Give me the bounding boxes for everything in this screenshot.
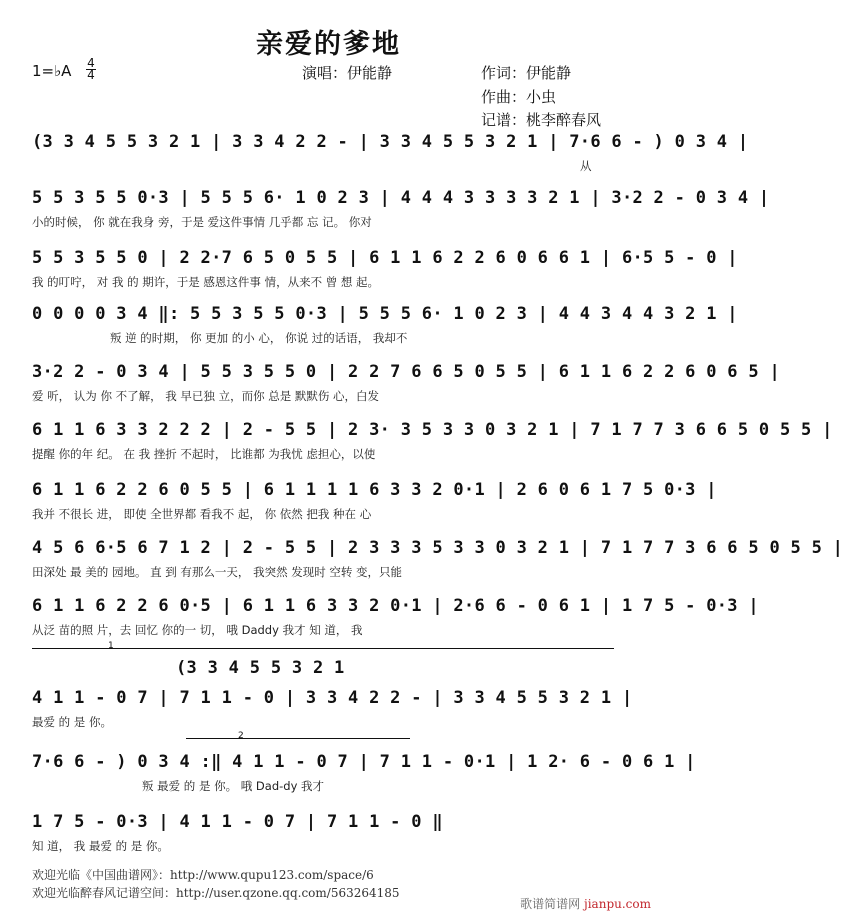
lyrics-row: 爱 听， 认为 你 不了解， 我 早已独 立，而你 总是 默默伤 心，白发 (32, 389, 380, 403)
notation-row: 0 0 0 0 3 4 ‖: 5 5 3 5 5 0·3 | 5 5 5 6· 1 0 2 3 | 4 4 3 4 4 3 2 1 | (32, 304, 738, 324)
lyrics-row: 提醒 你的年 纪。 在 我 挫折 不起时， 比谁都 为我忧 虑担心，以使 (32, 447, 376, 461)
song-title: 亲爱的爹地 (256, 29, 401, 60)
notation-row: 5 5 3 5 5 0 | 2 2·7 6 5 0 5 5 | 6 1 1 6 2 2 6 0 6 6 1 | 6·5 5 - 0 | (32, 248, 738, 268)
lyrics-row: 叛 逆 的时期， 你 更加 的小 心， 你说 过的话语， 我却不 (110, 331, 408, 345)
lyrics-row: 叛 最爱 的 是 你。 哦 Dad-dy 我才 (142, 779, 325, 793)
time-sig-numerator: 4 (87, 56, 95, 70)
lyrics-row: 田深处 最 美的 园地。 直 到 有那么一天， 我突然 发现时 空转 变，只能 (32, 565, 403, 579)
volta-1-number: 1 (108, 641, 114, 651)
lyrics-row: 我 的叮咛， 对 我 的 期许，于是 感恩这件事 情，从来不 曾 想 起。 (32, 275, 380, 289)
notation-row: 6 1 1 6 2 2 6 0 5 5 | 6 1 1 1 1 6 3 3 2 0·1 | 2 6 0 6 1 7 5 0·3 | (32, 480, 717, 500)
transcriber-credit: 记谱：桃李醉春风 (481, 111, 602, 129)
lyrics-row: 小的时候， 你 就在我身 旁，于是 爱这件事情 几乎都 忘 记。 你对 (32, 215, 372, 229)
footer-link-qzone[interactable]: 欢迎光临醉春风记谱空间：http://user.qzone.qq.com/563264185 (32, 886, 400, 900)
notation-row: 4 1 1 - 0 7 | 7 1 1 - 0 | 3 3 4 2 2 - | 3 3 4 5 5 3 2 1 | (32, 688, 633, 708)
notation-row: (3 3 4 5 5 3 2 1 | 3 3 4 2 2 - | 3 3 4 5 5 3 2 1 | 7·6 6 - ) 0 3 4 | (32, 132, 749, 152)
notation-row: 7·6 6 - ) 0 3 4 :‖ 4 1 1 - 0 7 | 7 1 1 - 0·1 | 1 2· 6 - 0 6 1 | (32, 752, 696, 772)
watermark-domain: jianpu.com (584, 897, 651, 911)
notation-row: 3·2 2 - 0 3 4 | 5 5 3 5 5 0 | 2 2 7 6 6 5 0 5 5 | 6 1 1 6 2 2 6 0 6 5 | (32, 362, 780, 382)
volta-2-number: 2 (238, 731, 244, 741)
notation-row: 1 7 5 - 0·3 | 4 1 1 - 0 7 | 7 1 1 - 0 ‖ (32, 812, 443, 832)
time-signature (86, 58, 96, 81)
lyrics-row: 从泛 苗的照 片，去 回忆 你的一 切， 哦 Daddy 我才 知 道， 我 (32, 623, 363, 637)
footer-link-qupu[interactable]: 欢迎光临《中国曲谱网》：http://www.qupu123.com/space/6 (32, 868, 374, 882)
performer-credit: 演唱：伊能静 (302, 64, 393, 82)
lyrics-row: 最爱 的 是 你。 (32, 715, 112, 729)
notation-row: 6 1 1 6 2 2 6 0·5 | 6 1 1 6 3 3 2 0·1 | 2·6 6 - 0 6 1 | 1 7 5 - 0·3 | (32, 596, 759, 616)
volta-1-bracket (32, 648, 614, 649)
composer-credit: 作曲：小虫 (481, 88, 557, 106)
notation-row: 6 1 1 6 3 3 2 2 2 | 2 - 5 5 | 2 3· 3 5 3 3 0 3 2 1 | 7 1 7 7 3 6 6 5 0 5 5 | (32, 420, 833, 440)
lyrics-row: 从 (580, 159, 592, 173)
key-signature: 1=♭A (32, 62, 72, 80)
time-sig-denominator: 4 (87, 68, 95, 82)
lyrics-row: 知 道， 我 最爱 的 是 你。 (32, 839, 169, 853)
notation-row: 4 5 6 6·5 6 7 1 2 | 2 - 5 5 | 2 3 3 3 5 3 3 0 3 2 1 | 7 1 7 7 3 6 6 5 0 5 5 | (32, 538, 843, 558)
watermark-text: 歌谱简谱网 (520, 897, 581, 911)
lyricist-credit: 作词：伊能静 (481, 64, 572, 82)
lyrics-row: 我并 不很长 进， 即使 全世界都 看我不 起， 你 依然 把我 种在 心 (32, 507, 372, 521)
volta-2-bracket (186, 738, 410, 739)
notation-row: 5 5 3 5 5 0·3 | 5 5 5 6· 1 0 2 3 | 4 4 4 3 3 3 3 2 1 | 3·2 2 - 0 3 4 | (32, 188, 770, 208)
notation-row: (3 3 4 5 5 3 2 1 (176, 658, 345, 678)
site-watermark (520, 895, 651, 912)
